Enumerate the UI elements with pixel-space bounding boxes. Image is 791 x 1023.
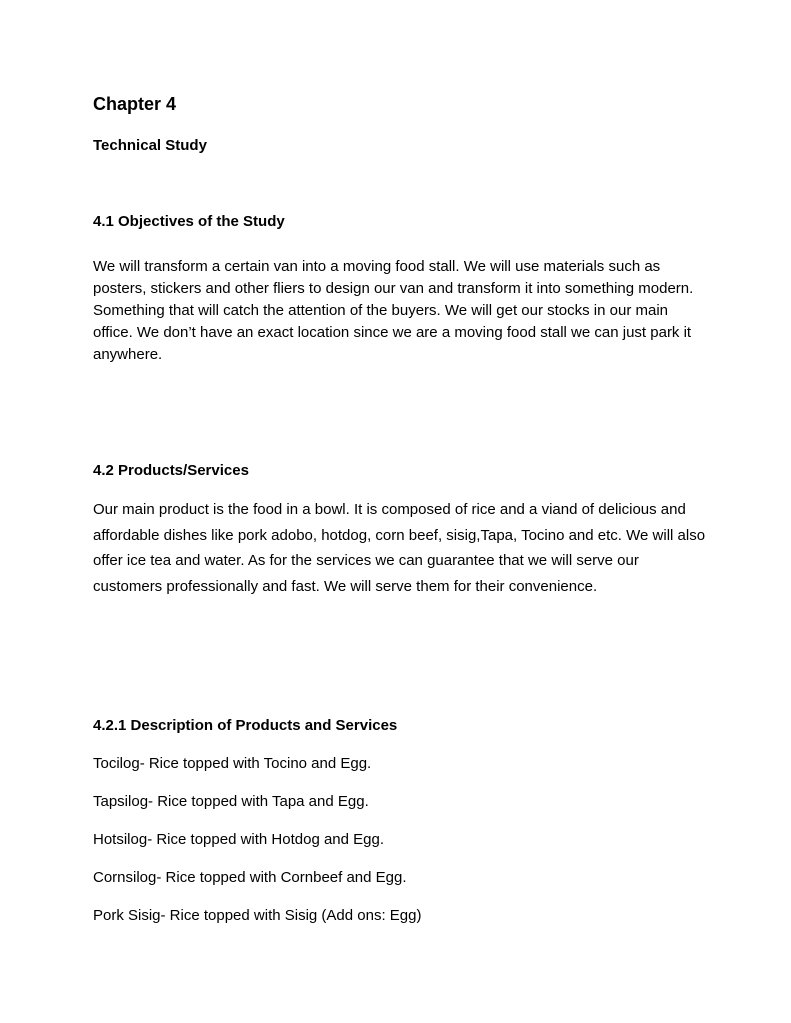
section-heading-objectives: 4.1 Objectives of the Study xyxy=(93,213,285,230)
chapter-title: Chapter 4 xyxy=(93,94,177,114)
chapter-subtitle: Technical Study xyxy=(93,137,207,154)
product-item-pork-sisig: Pork Sisig- Rice topped with Sisig (Add ons: Egg) xyxy=(93,907,422,924)
product-item-tapsilog: Tapsilog- Rice topped with Tapa and Egg. xyxy=(93,793,369,810)
section-heading-description: 4.2.1 Description of Products and Services xyxy=(93,717,398,734)
product-item-cornsilog: Cornsilog- Rice topped with Cornbeef and Egg. xyxy=(93,869,407,886)
section-heading-products-services: 4.2 Products/Services xyxy=(93,462,249,479)
product-item-hotsilog: Hotsilog- Rice topped with Hotdog and Egg. xyxy=(93,831,385,848)
product-item-tocilog: Tocilog- Rice topped with Tocino and Egg. xyxy=(93,755,372,772)
products-services-paragraph: Our main product is the food in a bowl. It is composed of rice and a viand of delicious and affordable dishes like pork adobo, hotdog, corn beef, sisig,Tapa, Tocino and etc. We will also offer ice tea and water. As for the services we can guarantee that we will serve our customers professionally and fast. We will serve them for their convenience. xyxy=(93,501,706,595)
objectives-paragraph: We will transform a certain van into a moving food stall. We will use materials such as posters, stickers and other fliers to design our van and transform it into something modern. Something that will catch the attention of the buyers. We will get our stocks in our main office. We don’t have an exact location since we are a moving food stall we can just park it anywhere. xyxy=(93,258,694,363)
